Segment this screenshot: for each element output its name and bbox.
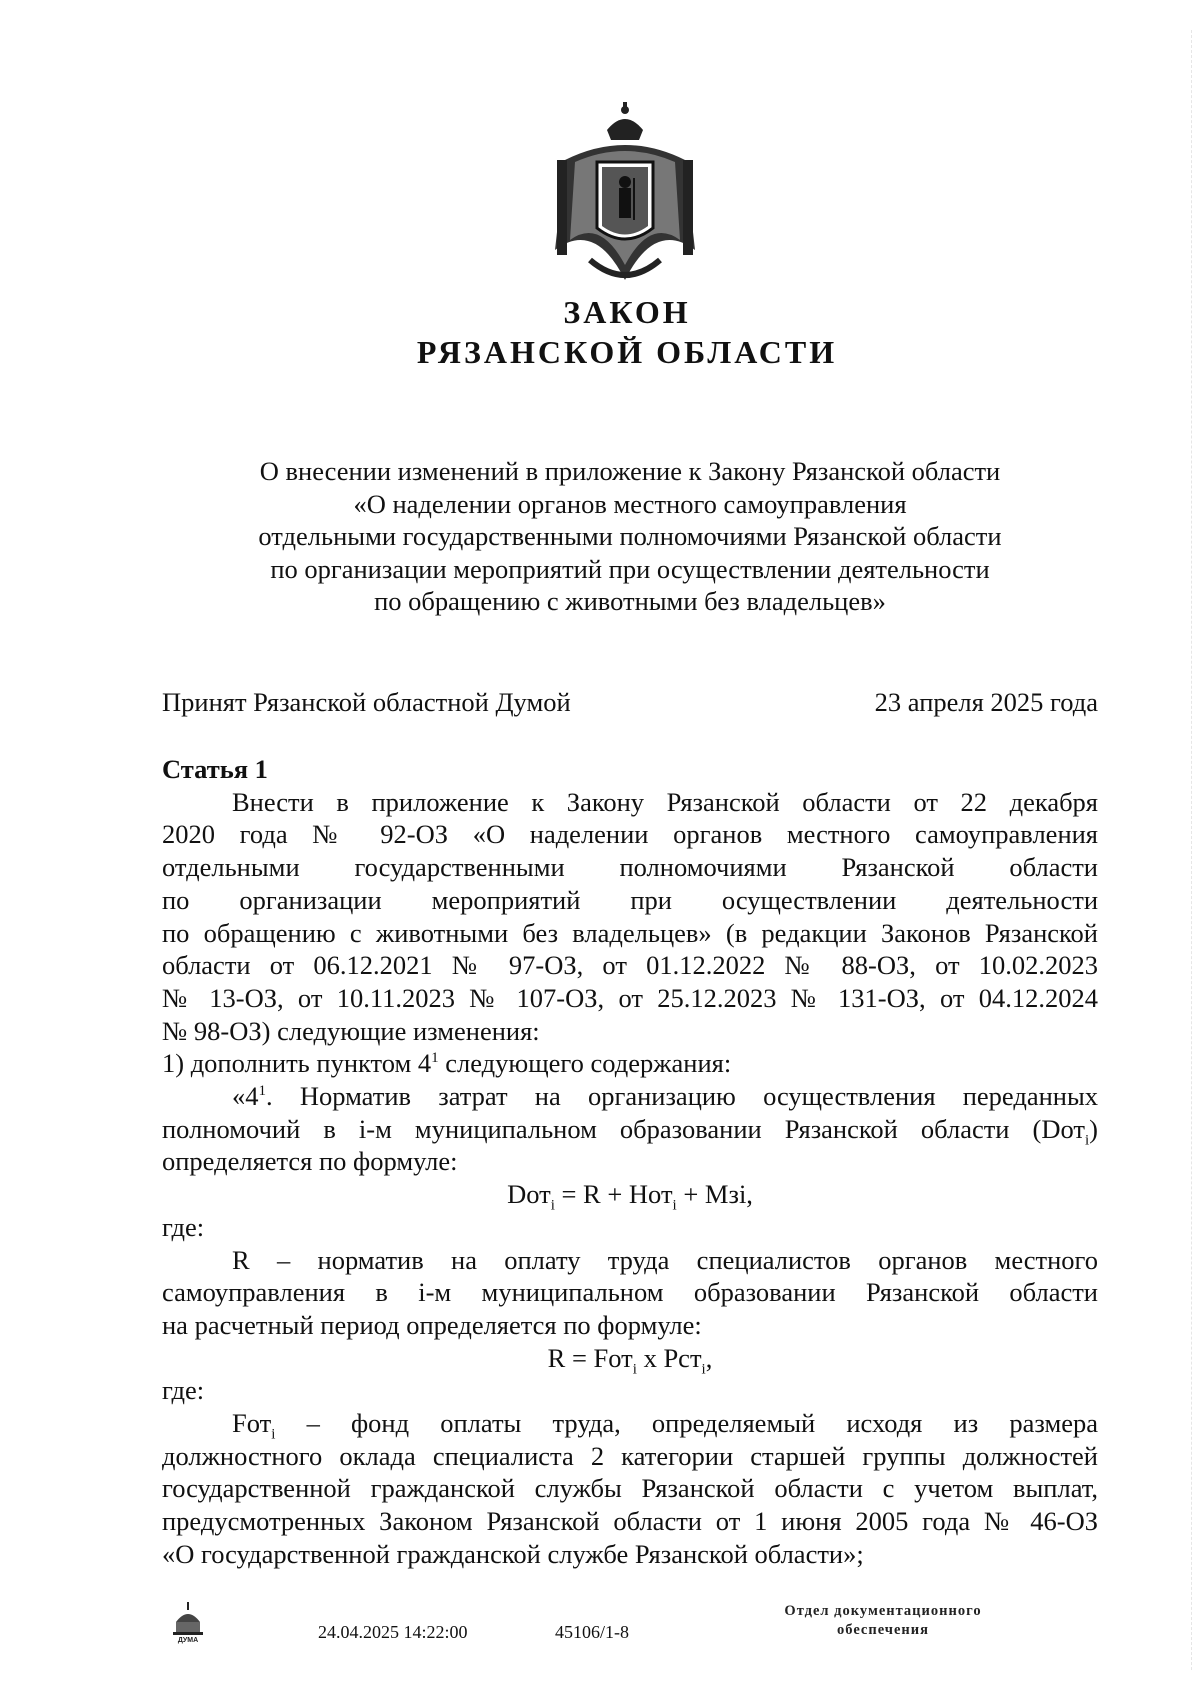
article-heading: Статья 1: [162, 754, 268, 784]
subject-line: отдельными государственными полномочиями Рязанской области: [258, 521, 1002, 552]
document-title-region: РЯЗАНСКОЙ ОБЛАСТИ: [416, 334, 838, 370]
article-body: [162, 753, 1098, 1571]
text-line: по организации мероприятий при осуществлении деятельности: [162, 884, 1098, 915]
department-stamp: [738, 1602, 1028, 1640]
text-line: 2020 года № 92-ОЗ «О наделении органов местного самоуправления: [162, 819, 1098, 850]
subject-line: О внесении изменений в приложение к Закону Рязанской области: [259, 456, 1001, 486]
document-title: ЗАКОН: [563, 294, 691, 330]
text-line: «$4^1$. Норматив затрат на организацию осуществления переданных: [232, 1081, 1098, 1112]
subject-line: по обращению с животными без владельцев»: [374, 586, 886, 617]
text-line: № 13-ОЗ, от 10.11.2023 № 107-ОЗ, от 25.12.2023 № 131-ОЗ, от 04.12.2024: [162, 982, 1098, 1013]
text-line: «О государственной гражданской службе Рязанской области»;: [162, 1538, 864, 1569]
adoption-date: 23 апреля 2025 года: [874, 687, 1098, 717]
duma-logo-icon: [170, 1600, 206, 1644]
stamp-line: обеспечения: [837, 1622, 929, 1638]
where-label: где:: [162, 1375, 205, 1406]
text-line: отдельными государственными полномочиями Рязанской области: [162, 852, 1098, 883]
law-subject: [180, 455, 1080, 618]
subject-line: «О наделении органов местного самоуправления: [353, 488, 907, 519]
text-line: по обращению с животными без владельцев» (в редакции Законов Рязанской: [162, 917, 1098, 948]
formula-dot: Dот$_i$ = R + Нот$_i$ + Мзi,: [507, 1179, 753, 1214]
subject-line: по организации мероприятий при осуществлении деятельности: [270, 553, 990, 584]
text-line: Внести в приложение к Закону Рязанской области от 22 декабря: [232, 786, 1098, 817]
text-line: полномочий в i-м муниципальном образовании Рязанской области (Dот$_i$): [162, 1113, 1098, 1149]
text-line: предусмотренных Законом Рязанской области от 1 июня 2005 года № 46-ОЗ: [162, 1506, 1098, 1537]
text-line: области от 06.12.2021 № 97-ОЗ, от 01.12.2022 № 88-ОЗ, от 10.02.2023: [162, 950, 1098, 981]
text-line: № 98-ОЗ) следующие изменения:: [162, 1015, 540, 1046]
text-line: должностного оклада специалиста 2 категории старшей группы должностей: [162, 1440, 1098, 1471]
text-line: самоуправления в i-м муниципальном образовании Рязанской области: [162, 1277, 1098, 1308]
stamp-line: Отдел документационного: [784, 1603, 982, 1619]
text-line: на расчетный период определяется по формуле:: [162, 1309, 702, 1340]
footer-reg-number: 45106/1-8: [555, 1622, 629, 1642]
adoption-line: [162, 686, 1098, 718]
where-label: где:: [162, 1211, 205, 1242]
coat-of-arms-emblem: [535, 100, 715, 290]
footer-timestamp: 24.04.2025 14:22:00: [318, 1622, 468, 1642]
list-item-1: 1) дополнить пунктом $4^1$ следующего содержания:: [162, 1048, 732, 1079]
text-line: Fот$_i$ – фонд оплаты труда, определяемый исходя из размера: [232, 1408, 1098, 1443]
formula-r: R = Fот$_i$ х Рст$_i$,: [547, 1342, 713, 1377]
scan-edge-line: [1190, 30, 1192, 1670]
text-line: государственной гражданской службы Рязанской области с учетом выплат,: [162, 1473, 1098, 1504]
text-line: определяется по формуле:: [162, 1146, 458, 1177]
text-line: R – норматив на оплату труда специалистов органов местного: [232, 1244, 1098, 1275]
adopted-by: Принят Рязанской областной Думой: [162, 687, 571, 717]
duma-logo-text: ДУМА: [177, 1637, 199, 1644]
